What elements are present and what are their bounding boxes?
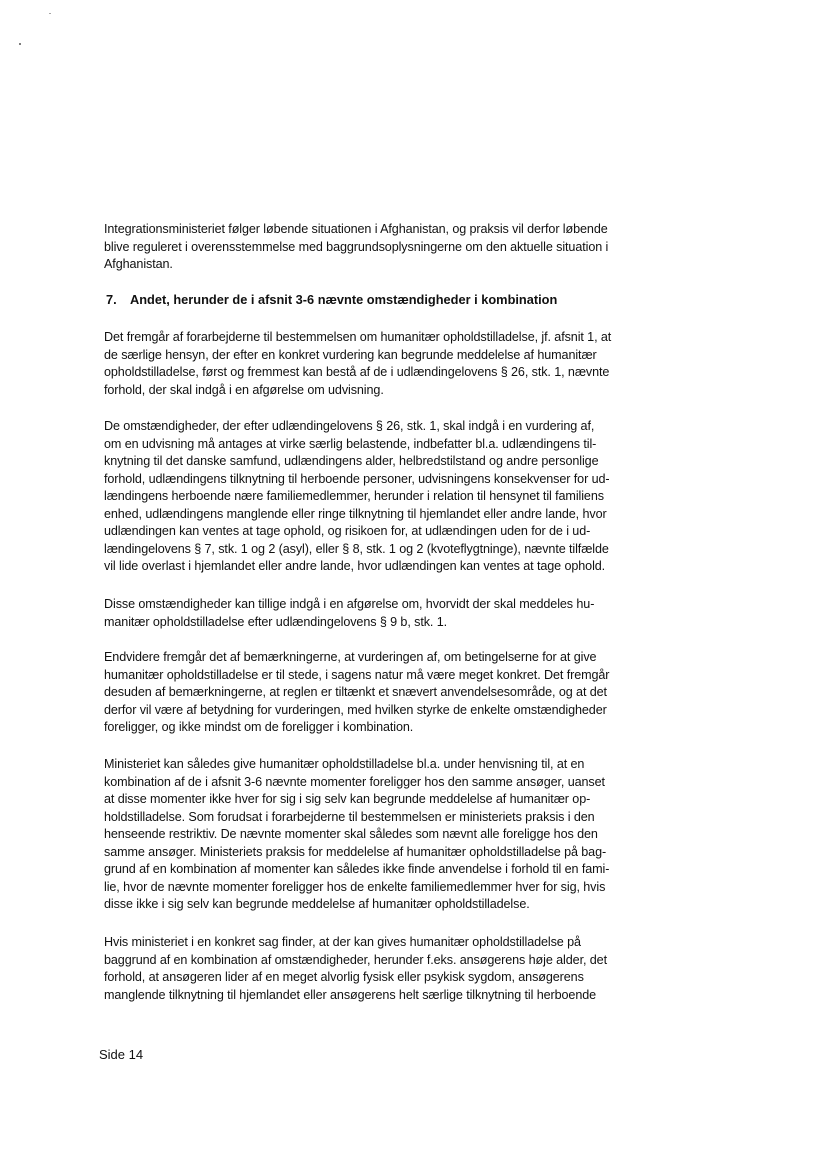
text-line: Det fremgår af forarbejderne til bestemmelsen om humanitær opholdstilladelse, jf. afsnit 1, at (104, 330, 612, 344)
paragraph-6 (104, 756, 644, 914)
section-number: 7. (106, 292, 117, 307)
paragraph-7 (104, 934, 644, 1004)
text-line: blive reguleret i overensstemmelse med baggrundsoplysningerne om den aktuelle situation i (104, 239, 609, 254)
section-title: Andet, herunder de i afsnit 3-6 nævnte omstændigheder i kombination (130, 292, 558, 307)
text-line: Ministeriet kan således give humanitær opholdstilladelse bl.a. under henvisning til, at en (104, 757, 585, 771)
text-line: at disse momenter ikke hver for sig i sig selv kan begrunde meddelelse af humanitær op- (104, 792, 591, 806)
text-line: manglende tilknytning til hjemlandet eller ansøgerens helt særlige tilknytning til herboende (104, 987, 597, 1002)
scan-speck (49, 13, 51, 14)
text-line: Afghanistan. (104, 257, 173, 271)
text-line: de særlige hensyn, der efter en konkret vurdering kan begrunde meddelelse af humanitær (104, 347, 597, 362)
text-line: grund af en kombination af momenter kan således ikke finde anvendelse i forhold til en fami- (104, 862, 610, 876)
text-line: baggrund af en kombination af omstændigheder, herunder f.eks. ansøgerens høje alder, det (104, 952, 607, 967)
text-line: om en udvisning må antages at virke særlig belastende, indbefatter bl.a. udlændingens til- (104, 436, 597, 451)
text-line: vil lide overlast i hjemlandet eller andre lande, hvor udlændingen kan ventes at tage ophold. (104, 559, 606, 573)
text-line: forhold, at ansøgeren lider af en meget alvorlig fysisk eller psykisk sygdom, ansøgerens (104, 970, 584, 984)
text-line: kombination af de i afsnit 3-6 nævnte momenter foreligger hos den samme ansøger, uanset (104, 774, 605, 789)
text-line: opholdstilladelse, først og fremmest kan bestå af de i udlændingelovens § 26, stk. 1, nævnte (104, 365, 610, 379)
paragraph-1 (104, 221, 644, 274)
paragraph-4 (104, 596, 644, 631)
text-line: De omstændigheder, der efter udlændingelovens § 26, stk. 1, skal indgå i en vurdering af, (104, 419, 595, 433)
text-line: udlændingen kan ventes at tage ophold, og risikoen for, at udlændingen uden for de i ud- (104, 524, 591, 538)
text-line: forhold, udlændingens tilknytning til herboende personer, udvisningens konsekvenser for ud- (104, 471, 610, 486)
text-line: Integrationsministeriet følger løbende situationen i Afghanistan, og praksis vil derfor løbende (104, 222, 608, 236)
text-line: forhold, der skal indgå i en afgørelse om udvisning. (104, 382, 384, 397)
text-line: derfor vil være af betydning for vurderingen, med hvilken styrke de enkelte omstændigheder (104, 702, 607, 717)
paragraph-3 (104, 418, 644, 576)
text-line: Endvidere fremgår det af bemærkningerne, at vurderingen af, om betingelserne for at give (104, 650, 597, 664)
text-line: Disse omstændigheder kan tillige indgå i en afgørelse om, hvorvidt der skal meddeles hu- (104, 597, 595, 611)
page-number: Side 14 (99, 1047, 144, 1062)
text-line: humanitær opholdstilladelse er til stede, i sagens natur må være meget konkret. Det fremgår (104, 667, 610, 682)
text-line: lændingelovens § 7, stk. 1 og 2 (asyl), eller § 8, stk. 1 og 2 (kvoteflygtninge), nævnte tilfælde (104, 541, 609, 556)
text-line: foreligger, og ikke mindst om de foreligger i kombination. (104, 720, 414, 734)
text-line: henseende restriktiv. De nævnte momenter skal således som nævnt alle foreligge hos den (104, 827, 598, 841)
paragraph-2 (104, 329, 644, 399)
section-heading (106, 292, 557, 307)
text-line: desuden af bemærkningerne, at reglen er tiltænkt et snævert anvendelsesområde, og at det (104, 685, 607, 699)
text-line: knytning til det danske samfund, udlændingens alder, helbredstilstand og andre personlige (104, 454, 599, 468)
text-line: Hvis ministeriet i en konkret sag finder, at der kan gives humanitær opholdstilladelse på (104, 935, 581, 949)
scan-speck (19, 43, 21, 45)
text-line: lændingens herboende nære familiemedlemmer, herunder i relation til hensynet til familiens (104, 489, 604, 503)
text-line: holdstilladelse. Som forudsat i forarbejderne til bestemmelsen er ministeriets praksis i den (104, 809, 595, 824)
text-line: disse ikke i sig selv kan begrunde meddelelse af humanitær opholdstilladelse. (104, 897, 530, 911)
text-line: samme ansøger. Ministeriets praksis for meddelelse af humanitær opholdstilladelse på bag- (104, 844, 607, 859)
text-line: enhed, udlændingens manglende eller ringe tilknytning til hjemlandet eller andre lande, hvor (104, 506, 607, 521)
text-line: lie, hvor de nævnte momenter foreligger hos de enkelte familiemedlemmer hver for sig, hvis (104, 879, 606, 894)
text-line: manitær opholdstilladelse efter udlændingelovens § 9 b, stk. 1. (104, 614, 448, 629)
paragraph-5 (104, 649, 644, 737)
